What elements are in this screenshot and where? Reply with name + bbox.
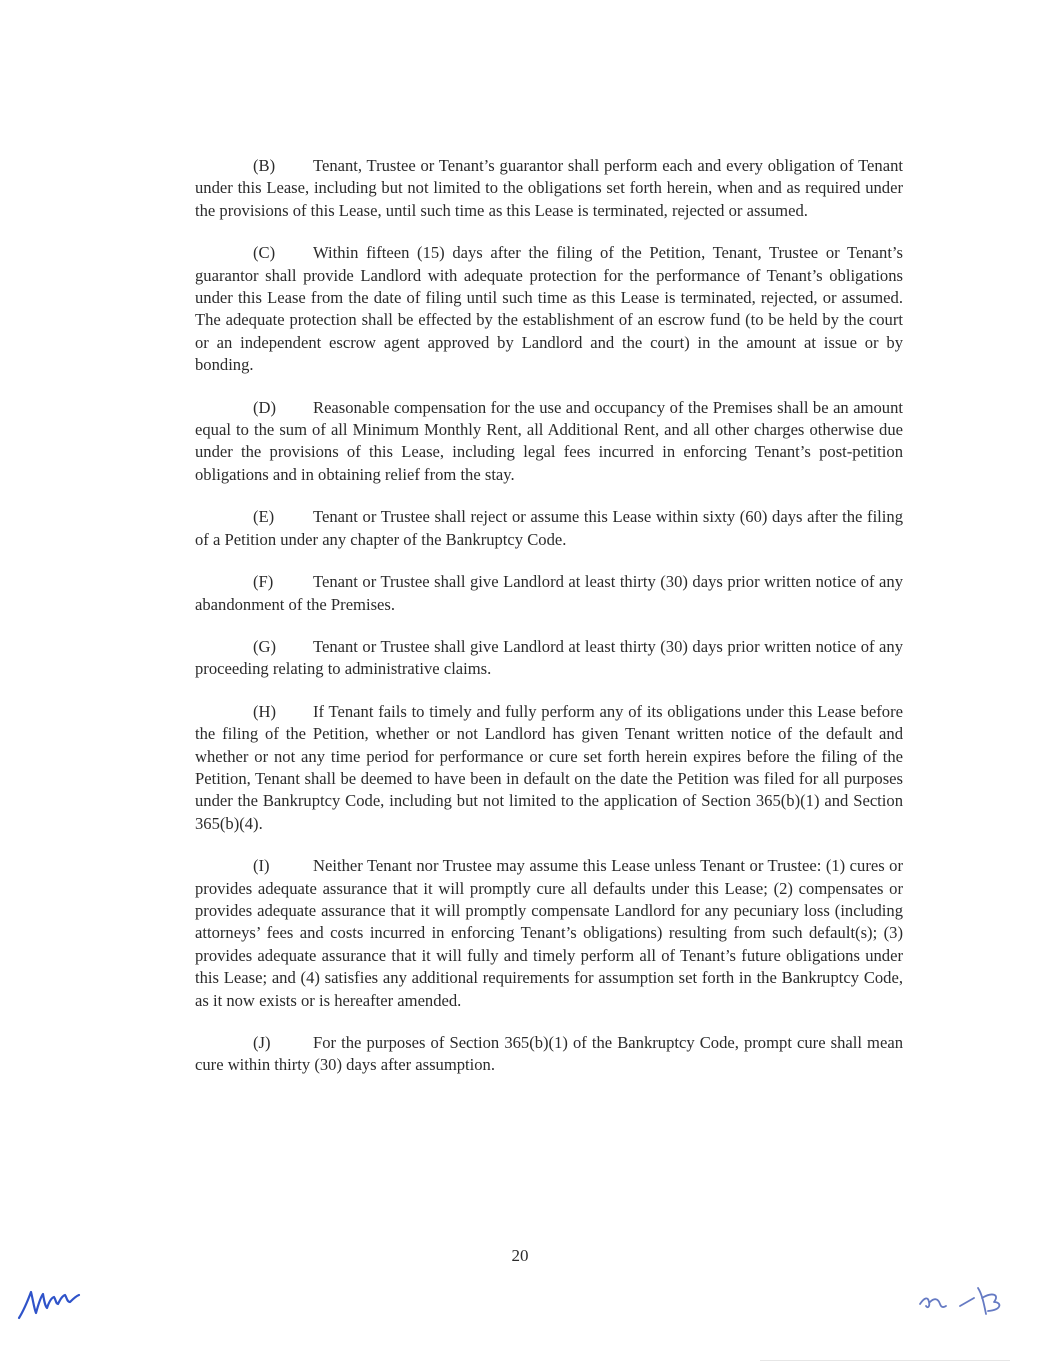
handwritten-initials-icon — [916, 1284, 1006, 1318]
paragraph-text: Tenant or Trustee shall give Landlord at least thirty (30) days prior written notice of any abandonment of the Premises. — [195, 572, 903, 614]
paragraph-text: Neither Tenant nor Trustee may assume this Lease unless Tenant or Trustee: (1) cures or provides adequate assurance that it will promptly cure all defaults under this Lease; (2) compensates or provides adequate assurance that it will promptly compensate Landlord for any pecuniary loss (including attorneys’ fees and costs incurred in enforcing Tenant’s obligations) resulting from such default(s); (3) provides adequate assurance that it will fully and timely perform all of Tenant’s future obligations under this Lease; and (4) satisfies any additional requirements for assumption set forth in the Bankruptcy Code, as it now exists or is hereafter amended. — [195, 856, 903, 1010]
paragraph-c — [195, 242, 903, 376]
paragraph-d — [195, 397, 903, 487]
divider — [760, 1360, 1010, 1361]
paragraph-label: (H) — [253, 701, 277, 721]
document-body — [195, 155, 903, 1097]
paragraph-label: (E) — [253, 507, 275, 527]
paragraph-b — [195, 155, 903, 222]
paragraph-f — [195, 571, 903, 616]
paragraph-j — [195, 1032, 903, 1077]
paragraph-text: For the purposes of Section 365(b)(1) of the Bankruptcy Code, prompt cure shall mean cure within thirty (30) days after assumption. — [195, 1033, 903, 1075]
paragraph-text: Within fifteen (15) days after the filing of the Petition, Tenant, Trustee or Tenant’s guarantor shall provide Landlord with adequate protection for the performance of Tenant’s obligations under this Lease from the date of filing until such time as this Lease is terminated, rejected, or assumed. The adequate protection shall be effected by the establishment of an escrow fund (to be held by the court or an independent escrow agent approved by Landlord and the court) in the amount at issue or by bonding. — [195, 243, 903, 375]
page-number: 20 — [511, 1246, 529, 1265]
paragraph-text: Tenant, Trustee or Tenant’s guarantor shall perform each and every obligation of Tenant under this Lease, including but not limited to the obligations set forth herein, when and as required under the provisions of this Lease, until such time as this Lease is terminated, rejected or assumed. — [195, 156, 903, 220]
paragraph-text: Reasonable compensation for the use and occupancy of the Premises shall be an amount equal to the sum of all Minimum Monthly Rent, all Additional Rent, and all other charges otherwise due under the provisions of this Lease, including legal fees incurred in enforcing Tenant’s post-petition obligations and in obtaining relief from the stay. — [195, 397, 903, 484]
paragraph-label: (B) — [253, 156, 276, 175]
paragraph-text: Tenant or Trustee shall reject or assume this Lease within sixty (60) days after the filing of a Petition under any chapter of the Bankruptcy Code. — [195, 507, 903, 549]
paragraph-label: (G) — [253, 636, 277, 656]
paragraph-g — [195, 636, 903, 681]
paragraph-text: If Tenant fails to timely and fully perform any of its obligations under this Lease before the filing of the Petition, whether or not Landlord has given Tenant written notice of the default and whether or not any time period for performance or cure set forth herein expires before the filing of the Petition, Tenant shall be deemed to have been in default on the date the Petition was filed for all purposes under the Bankruptcy Code, including but not limited to the application of Section 365(b)(1) and Section 365(b)(4). — [195, 701, 903, 833]
paragraph-label: (I) — [253, 856, 270, 876]
paragraph-label: (J) — [253, 1033, 271, 1052]
paragraph-label: (F) — [253, 572, 274, 592]
paragraph-text: Tenant or Trustee shall give Landlord at least thirty (30) days prior written notice of any proceeding relating to administrative claims. — [195, 636, 903, 679]
paragraph-label: (C) — [253, 243, 276, 263]
paragraph-h — [195, 701, 903, 835]
paragraph-e — [195, 506, 903, 551]
paragraph-label: (D) — [253, 397, 277, 417]
paragraph-i — [195, 855, 903, 1012]
handwritten-initials-icon — [16, 1282, 82, 1322]
